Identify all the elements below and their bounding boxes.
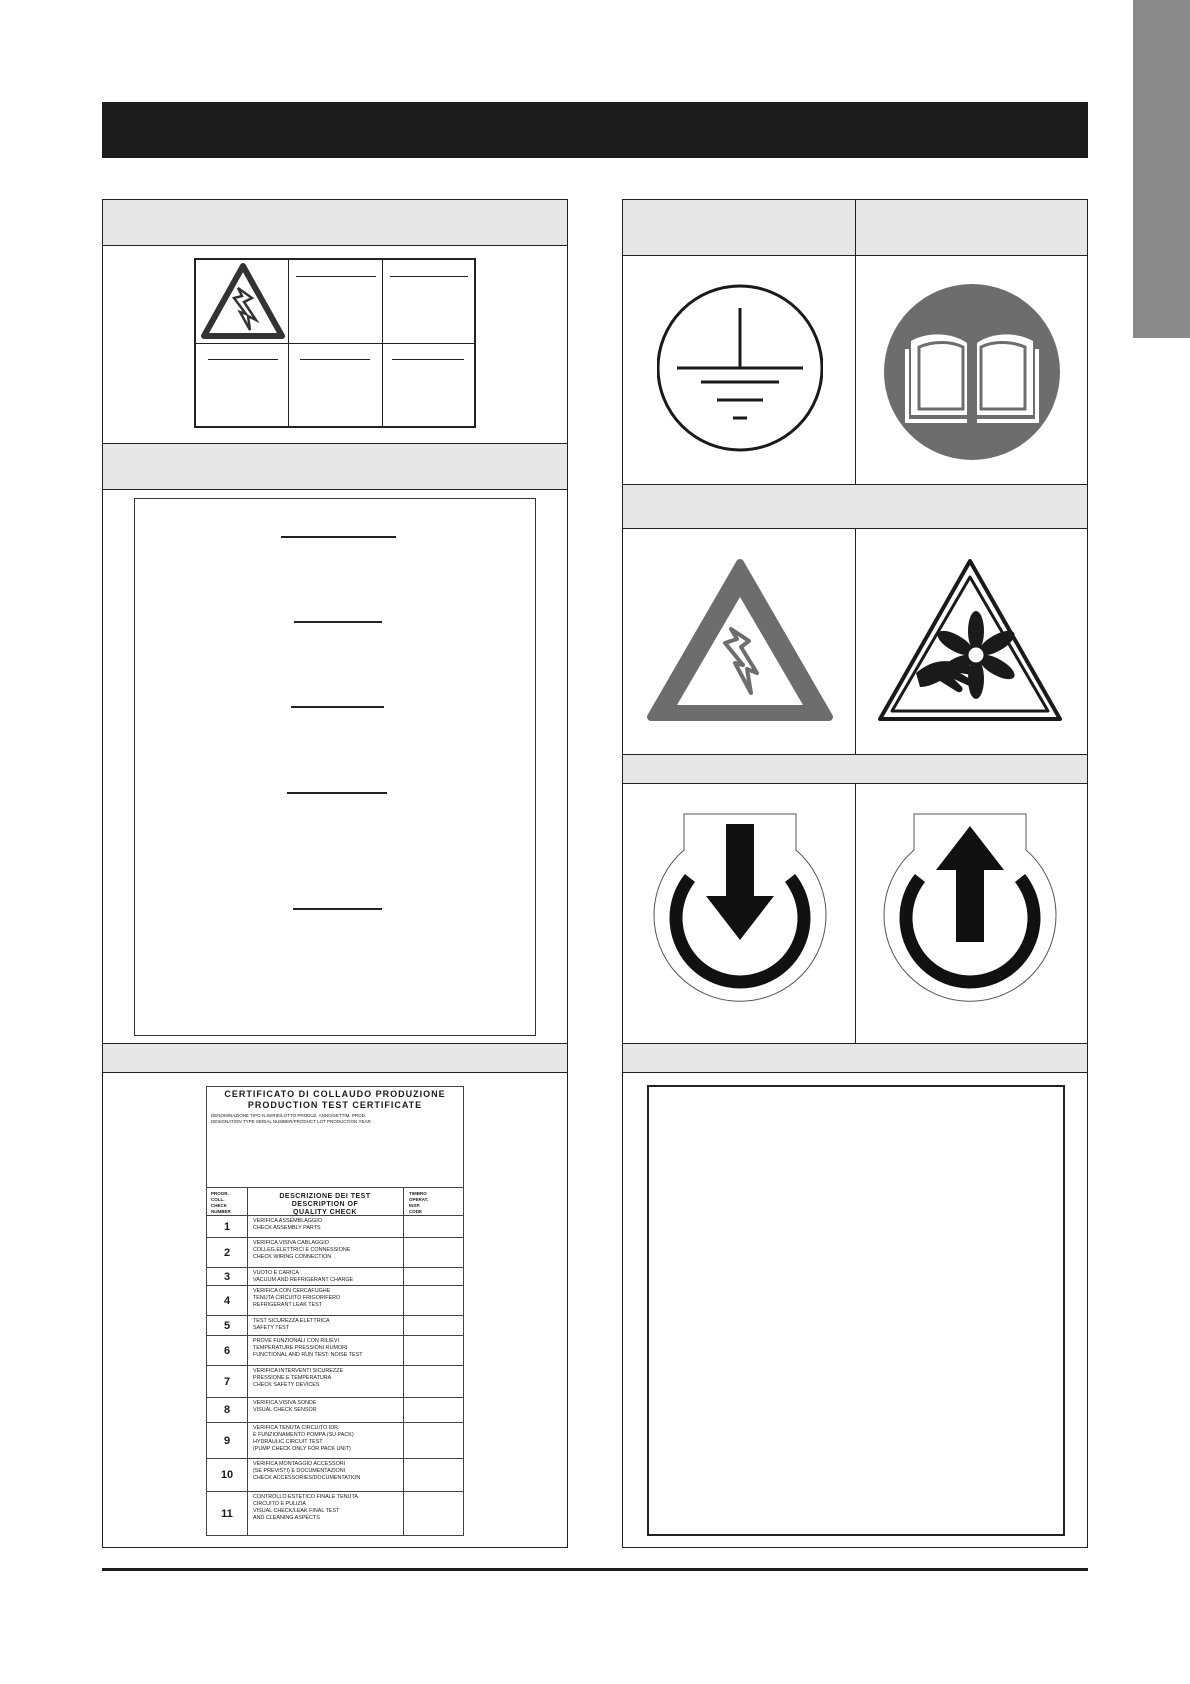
column-stamp: TIMBRO OPERAT. INSP. CODE xyxy=(409,1191,429,1214)
certificate-row-number: 4 xyxy=(223,1294,231,1307)
certificate-row-number: 2 xyxy=(223,1246,231,1259)
certificate-row-number: 9 xyxy=(223,1434,231,1447)
rating-label xyxy=(194,258,476,428)
certificate-row-number: 6 xyxy=(223,1344,231,1357)
certificate-meta-2: DESIGNATION TYPE SERIAL NUMBER/PRODUCT LOT PRODUCTION YEAR xyxy=(211,1119,371,1124)
column-description-it: DESCRIZIONE DEI TEST xyxy=(279,1193,371,1200)
column-description-en-1: DESCRIPTION OF xyxy=(291,1201,359,1208)
rotating-fan-hazard-icon xyxy=(874,555,1066,727)
certificate-row xyxy=(207,1365,463,1397)
certificate-row xyxy=(207,1397,463,1422)
certificate-row xyxy=(207,1237,463,1267)
right-header-2 xyxy=(623,485,1087,528)
certificate-row-number: 3 xyxy=(223,1270,231,1283)
blank-line xyxy=(287,792,387,794)
left-header-2 xyxy=(103,444,567,489)
certificate-row-description: VERIFICA CON CERCAFUGHE TENUTA CIRCUITO FRIGORIFERO REFRIGERANT LEAK TEST xyxy=(253,1288,341,1308)
production-test-certificate xyxy=(206,1086,464,1536)
left-header-3 xyxy=(103,1044,567,1072)
certificate-row-number: 5 xyxy=(223,1319,231,1332)
certificate-row-description: TEST SICUREZZA ELETTRICA SAFETY TEST xyxy=(253,1318,330,1331)
certificate-row-number: 11 xyxy=(221,1507,233,1520)
blank-line xyxy=(293,908,382,910)
blank-line xyxy=(281,536,396,538)
earth-ground-icon xyxy=(657,280,823,455)
certificate-row xyxy=(207,1315,463,1335)
certificate-row-description: VERIFICA VISIVA SONDE VISUAL CHECK SENSOR xyxy=(253,1400,317,1413)
column-description-en-2: QUALITY CHECK xyxy=(293,1209,357,1216)
right-header-4 xyxy=(623,1044,1087,1072)
power-up-arrow-icon xyxy=(882,810,1058,1015)
read-manual-icon xyxy=(883,283,1061,461)
blank-line xyxy=(294,621,382,623)
certificate-row xyxy=(207,1215,463,1237)
high-voltage-warning-icon xyxy=(645,557,835,725)
power-down-arrow-icon xyxy=(652,810,828,1015)
left-header-1 xyxy=(103,200,567,245)
certificate-row-description: VERIFICA INTERVENTI SICUREZZE PRESSIONE E TEMPERATURA CHECK SAFETY DEVICES xyxy=(253,1368,344,1388)
certificate-title-it: CERTIFICATO DI COLLAUDO PRODUZIONE xyxy=(224,1089,446,1099)
certificate-row xyxy=(207,1285,463,1315)
certificate-row-number: 1 xyxy=(223,1220,231,1233)
side-tab xyxy=(1133,0,1190,338)
certificate-row-number: 7 xyxy=(223,1375,231,1388)
certificate-row-description: PROVE FUNZIONALI CON RILIEVI TEMPERATURE PRESSIONI RUMORI FUNCTIONAL AND RUN TEST: NOISE TEST xyxy=(253,1338,363,1358)
section-title-bar xyxy=(102,102,1088,158)
right-header-3 xyxy=(623,755,1087,783)
certificate-row xyxy=(207,1335,463,1365)
blank-line xyxy=(291,706,384,708)
certificate-row xyxy=(207,1458,463,1491)
certificate-row-description: VERIFICA MONTAGGIO ACCESSORI (SE PREVISTI) E DOCUMENTAZIONI CHECK ACCESSORIES/DOCUMENTATION xyxy=(253,1461,361,1481)
high-voltage-icon xyxy=(200,262,286,340)
certificate-row xyxy=(207,1267,463,1285)
certificate-row xyxy=(207,1491,463,1535)
certificate-title-en: PRODUCTION TEST CERTIFICATE xyxy=(247,1100,423,1110)
certificate-meta-1: DENOMINAZIONE TIPO N.SERIE/LOTTO PRODUZ. ANNO/SETTIM. PROD. xyxy=(211,1113,367,1118)
blank-frame-box xyxy=(647,1085,1065,1536)
certificate-row-description: VERIFICA VISIVA CABLAGGIO COLLEG.ELETTRICI E CONNESSIONE CHECK WIRING CONNECTION xyxy=(253,1240,351,1260)
certificate-row-number: 10 xyxy=(220,1469,234,1481)
certificate-row-description: CONTROLLO ESTETICO FINALE TENUTA CIRCUITO E PULIZIA VISUAL CHECK/LEAK FINAL TEST AND CLEANING ASPECTS xyxy=(253,1494,358,1521)
certificate-row xyxy=(207,1422,463,1458)
certificate-row-description: VERIFICA ASSEMBLAGGIO CHECK ASSEMBLY PARTS xyxy=(253,1218,322,1231)
footer-rule xyxy=(102,1568,1088,1571)
certificate-row-number: 8 xyxy=(223,1404,231,1416)
form-box xyxy=(134,498,536,1036)
column-check-number: PROGR. COLL. CHECK NUMBER xyxy=(211,1191,231,1214)
certificate-row-description: VUOTO E CARICA VACUUM AND REFRIGERANT CHARGE xyxy=(253,1270,354,1283)
certificate-row-description: VERIFICA TENUTA CIRCUITO IDR. E FUNZIONAMENTO POMPA (SU PACK) HYDRAULIC CIRCUIT TEST (PUMP CHECK ONLY FOR PACK UNIT) xyxy=(253,1425,354,1452)
